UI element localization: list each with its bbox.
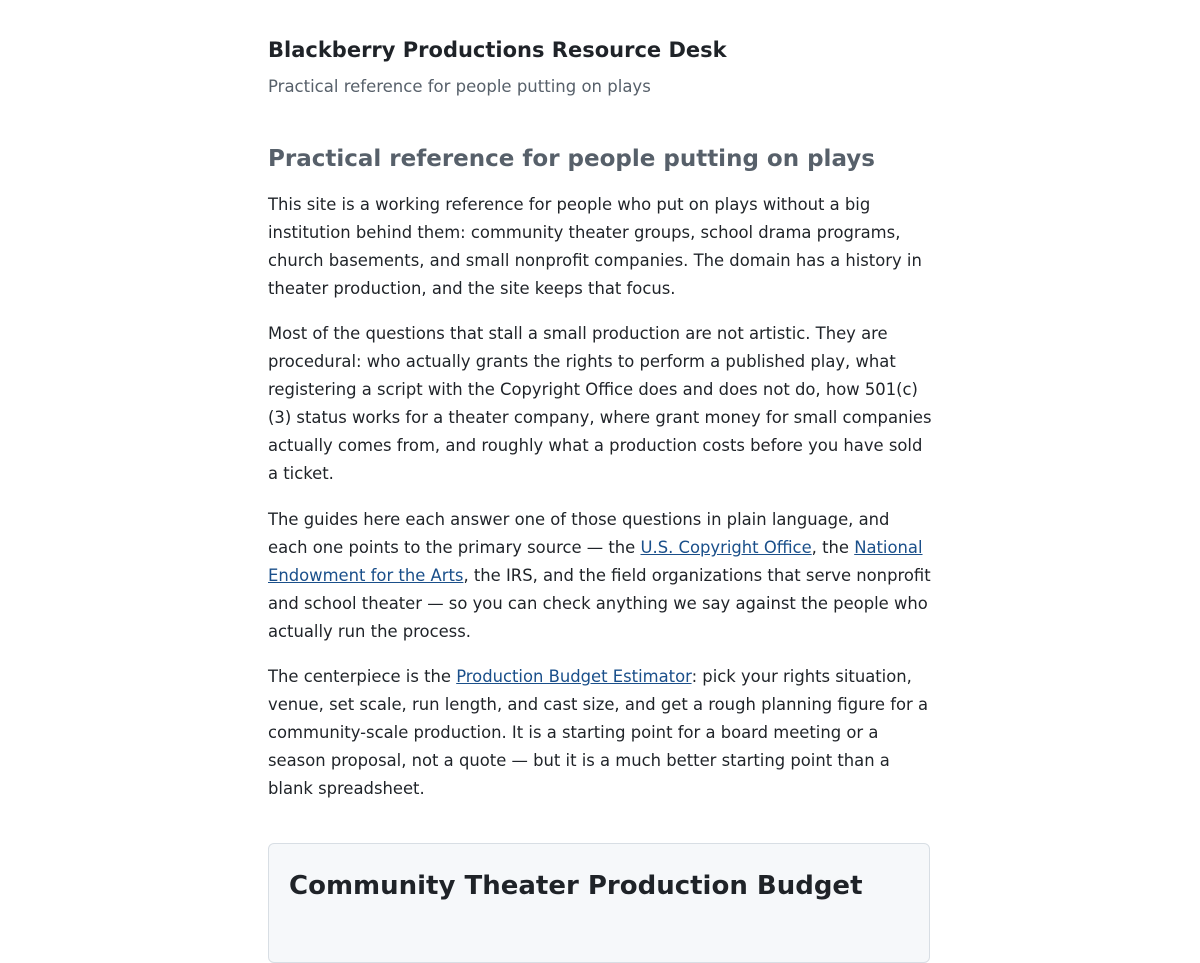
sources-text-3: , the IRS, and the field organizations that serve nonprofit and school theater — so you can check anything we say against the people who actually run the process. xyxy=(268,566,931,642)
budget-estimator-link[interactable]: Production Budget Estimator xyxy=(456,667,692,686)
budget-estimator-title: Community Theater Production Budget xyxy=(289,871,863,901)
estimator-text-2: : pick your rights situation, venue, set scale, run length, and cast size, and get a rough planning figure for a community-scale production. It is a starting point for a board meeting or a season proposal, not a quote — but it is a much better starting point than a blank spreadsheet. xyxy=(268,667,928,799)
estimator-text-1: The centerpiece is the xyxy=(268,667,457,686)
estimator-intro-paragraph xyxy=(268,663,932,803)
questions-paragraph: Most of the questions that stall a small production are not artistic. They are procedural: who actually grants the rights to perform a published play, what registering a script with the Copyright Office does and does not do, how 501(c)(3) status works for a theater company, where grant money for small companies actually comes from, and roughly what a production costs before you have sold a ticket. xyxy=(268,324,932,484)
nea-link[interactable]: National Endowment for the Arts xyxy=(268,538,923,586)
budget-estimator-card xyxy=(268,843,930,963)
sources-text-2: , the xyxy=(811,538,855,558)
intro-paragraph: This site is a working reference for people who put on plays without a big institution behind them: community theater groups, school drama programs, church basements, and small nonprofit companies. The domain has a history in theater production, and the site keeps that focus. xyxy=(268,195,922,299)
page-heading: Practical reference for people putting on plays xyxy=(268,146,875,172)
sources-paragraph xyxy=(268,506,932,646)
sources-text-1: The guides here each answer one of those questions in plain language, and each one points to the primary source — the xyxy=(268,510,890,558)
copyright-office-link[interactable]: U.S. Copyright Office xyxy=(640,538,812,558)
site-tagline: Practical reference for people putting on plays xyxy=(268,77,651,96)
site-title: Blackberry Productions Resource Desk xyxy=(268,38,727,62)
